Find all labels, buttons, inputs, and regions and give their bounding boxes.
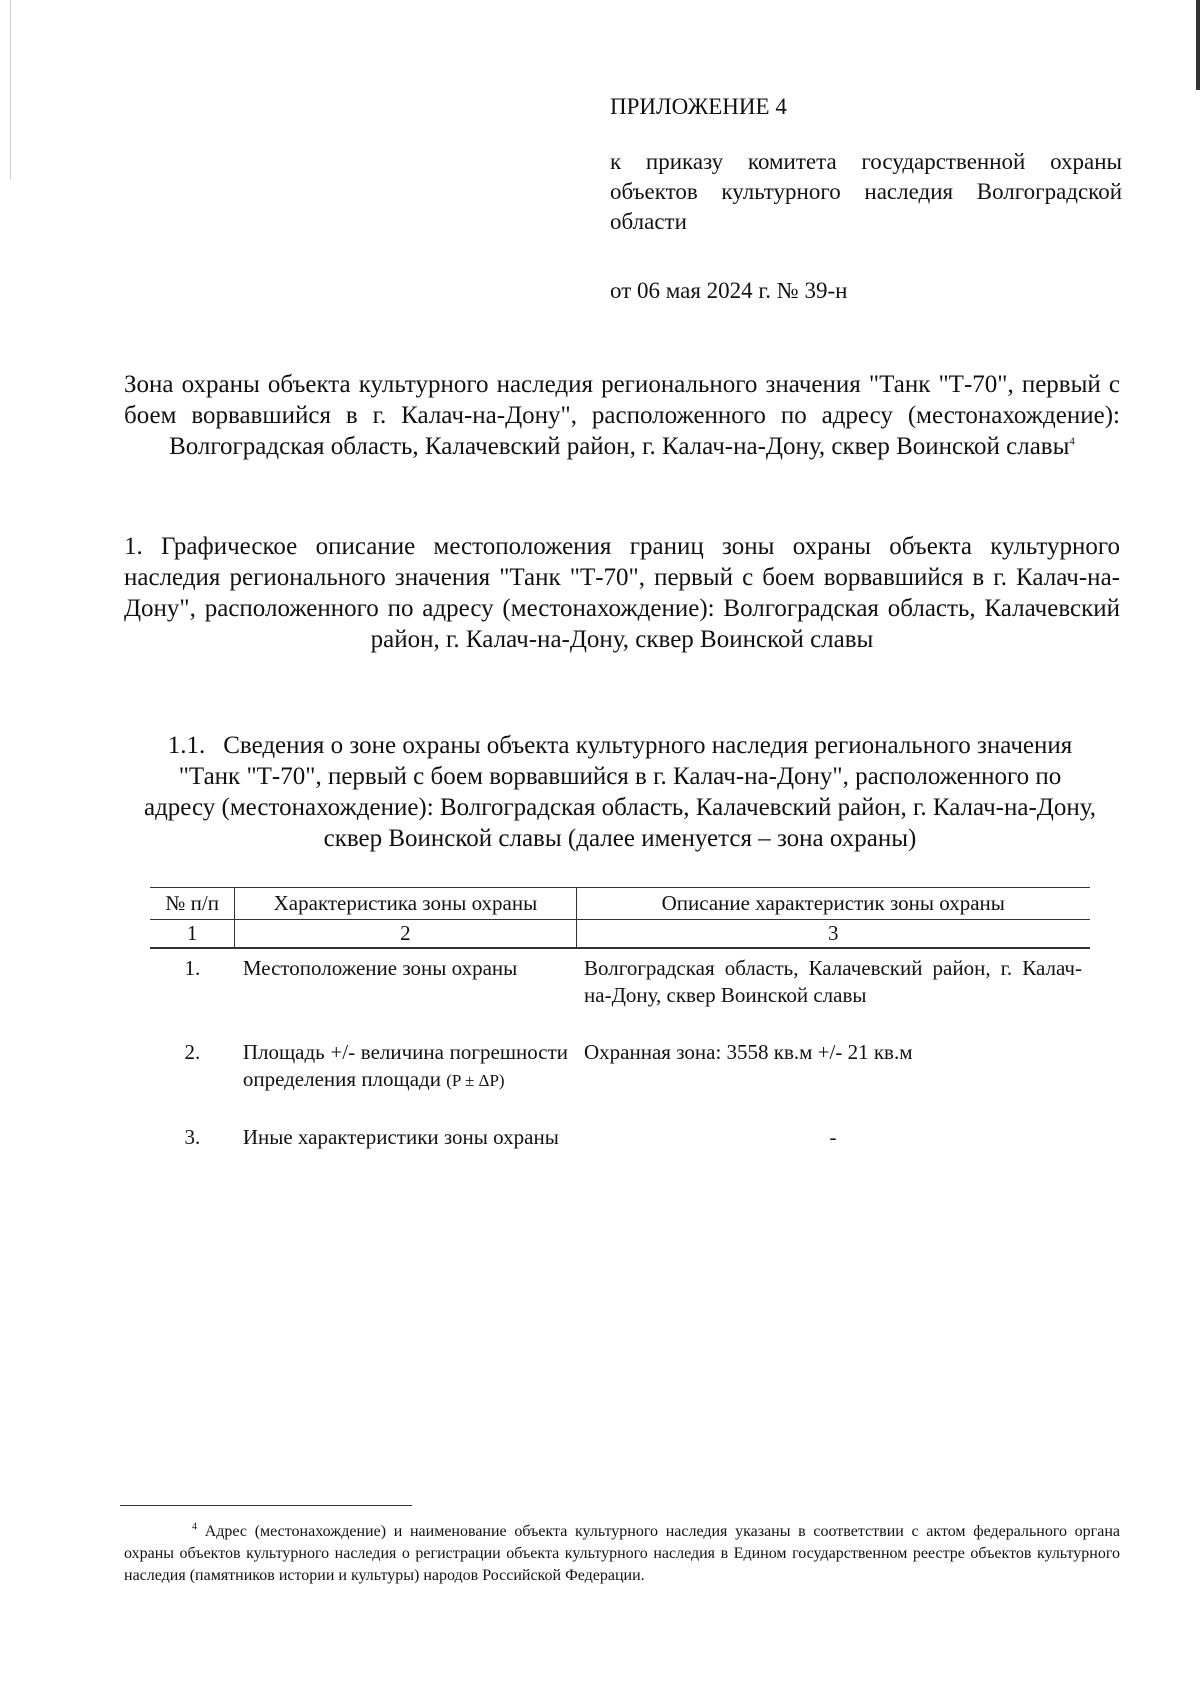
row-characteristic-text: Площадь +/- величина погрешности определения площади [242, 1040, 569, 1091]
section-1-heading: 1. Графическое описание местоположения границ зоны охраны объекта культурного наследия регионального значения "Танк "Т-70", первый с боем ворвавшийся в г. Калач-на-Дону", расположенного по адресу (местонахождение): Волгоградская область, Калачевский район, г. Калач-на-Дону, сквер Воинской славы [124, 533, 1120, 653]
header-characteristic: Характеристика зоны охраны [235, 888, 576, 920]
zone-table [150, 887, 1090, 1175]
table-header-row [150, 888, 1090, 920]
footnote-divider [120, 1505, 412, 1506]
subsection-1-1-heading [140, 730, 1100, 854]
row-description: Волгоградская область, Калачевский район, г. Калач-на-Дону, сквер Воинской славы [584, 956, 1082, 1007]
header-number: № п/п [150, 888, 235, 920]
table-row [150, 1033, 1090, 1118]
scan-edge-right [1196, 0, 1200, 90]
table-row [150, 948, 1090, 1033]
scan-edge-left [10, 0, 11, 180]
zone-title [124, 369, 1120, 462]
zone-title-text: Зона охраны объекта культурного наследия регионального значения "Танк "Т-70", первый с боем ворвавшийся в г. Калач-на-Дону", расположенного по адресу (местонахождение): Волгоградская область, Калачевский район, г. Калач-на-Дону, сквер Воинской славы [124, 371, 1120, 460]
column-number-row [150, 920, 1090, 949]
column-number: 2 [235, 920, 576, 949]
column-number: 1 [150, 920, 235, 949]
row-number: 1. [184, 956, 201, 980]
column-number: 3 [576, 920, 1090, 949]
row-description: - [829, 1125, 837, 1149]
subsection-number: 1.1. [167, 732, 206, 759]
row-description: Охранная зона: 3558 кв.м +/- 21 кв.м [584, 1040, 913, 1064]
header-description: Описание характеристик зоны охраны [576, 888, 1090, 920]
row-characteristic [235, 1033, 576, 1118]
subsection-text: Сведения о зоне охраны объекта культурного наследия регионального значения "Танк "Т-70", первый с боем ворвавшийся в г. Калач-на-Дону", расположенного по адресу (местонахождение): Волгоградская область, Калачевский район, г. Калач-на-Дону, сквер Воинской славы (далее именуется – зона охраны) [143, 732, 1096, 852]
zone-title-footnote-mark[interactable]: 4 [1069, 435, 1075, 448]
footnote [124, 1521, 1120, 1587]
appendix-date: от 06 мая 2024 г. № 39-н [610, 278, 848, 303]
row-number: 3. [184, 1125, 201, 1149]
table-row [150, 1118, 1090, 1175]
appendix-title: ПРИЛОЖЕНИЕ 4 [610, 94, 787, 119]
area-formula: (P ± ΔP) [446, 1071, 505, 1090]
footnote-text: Адрес (местонахождение) и наименование объекта культурного наследия указаны в соответствии с актом федерального органа охраны объектов культурного наследия о регистрации объекта культурного наследия в Едином государственном реестре объектов культурного наследия (памятников истории и культуры) народов Российской Федерации. [124, 1523, 1121, 1584]
footnote-mark: 4 [192, 1521, 197, 1533]
row-characteristic: Местоположение зоны охраны [242, 956, 518, 980]
row-number: 2. [184, 1040, 201, 1064]
row-characteristic: Иные характеристики зоны охраны [242, 1125, 559, 1149]
appendix-order-reference: к приказу комитета государственной охраны объектов культурного наследия Волгоградской области [610, 149, 1122, 234]
